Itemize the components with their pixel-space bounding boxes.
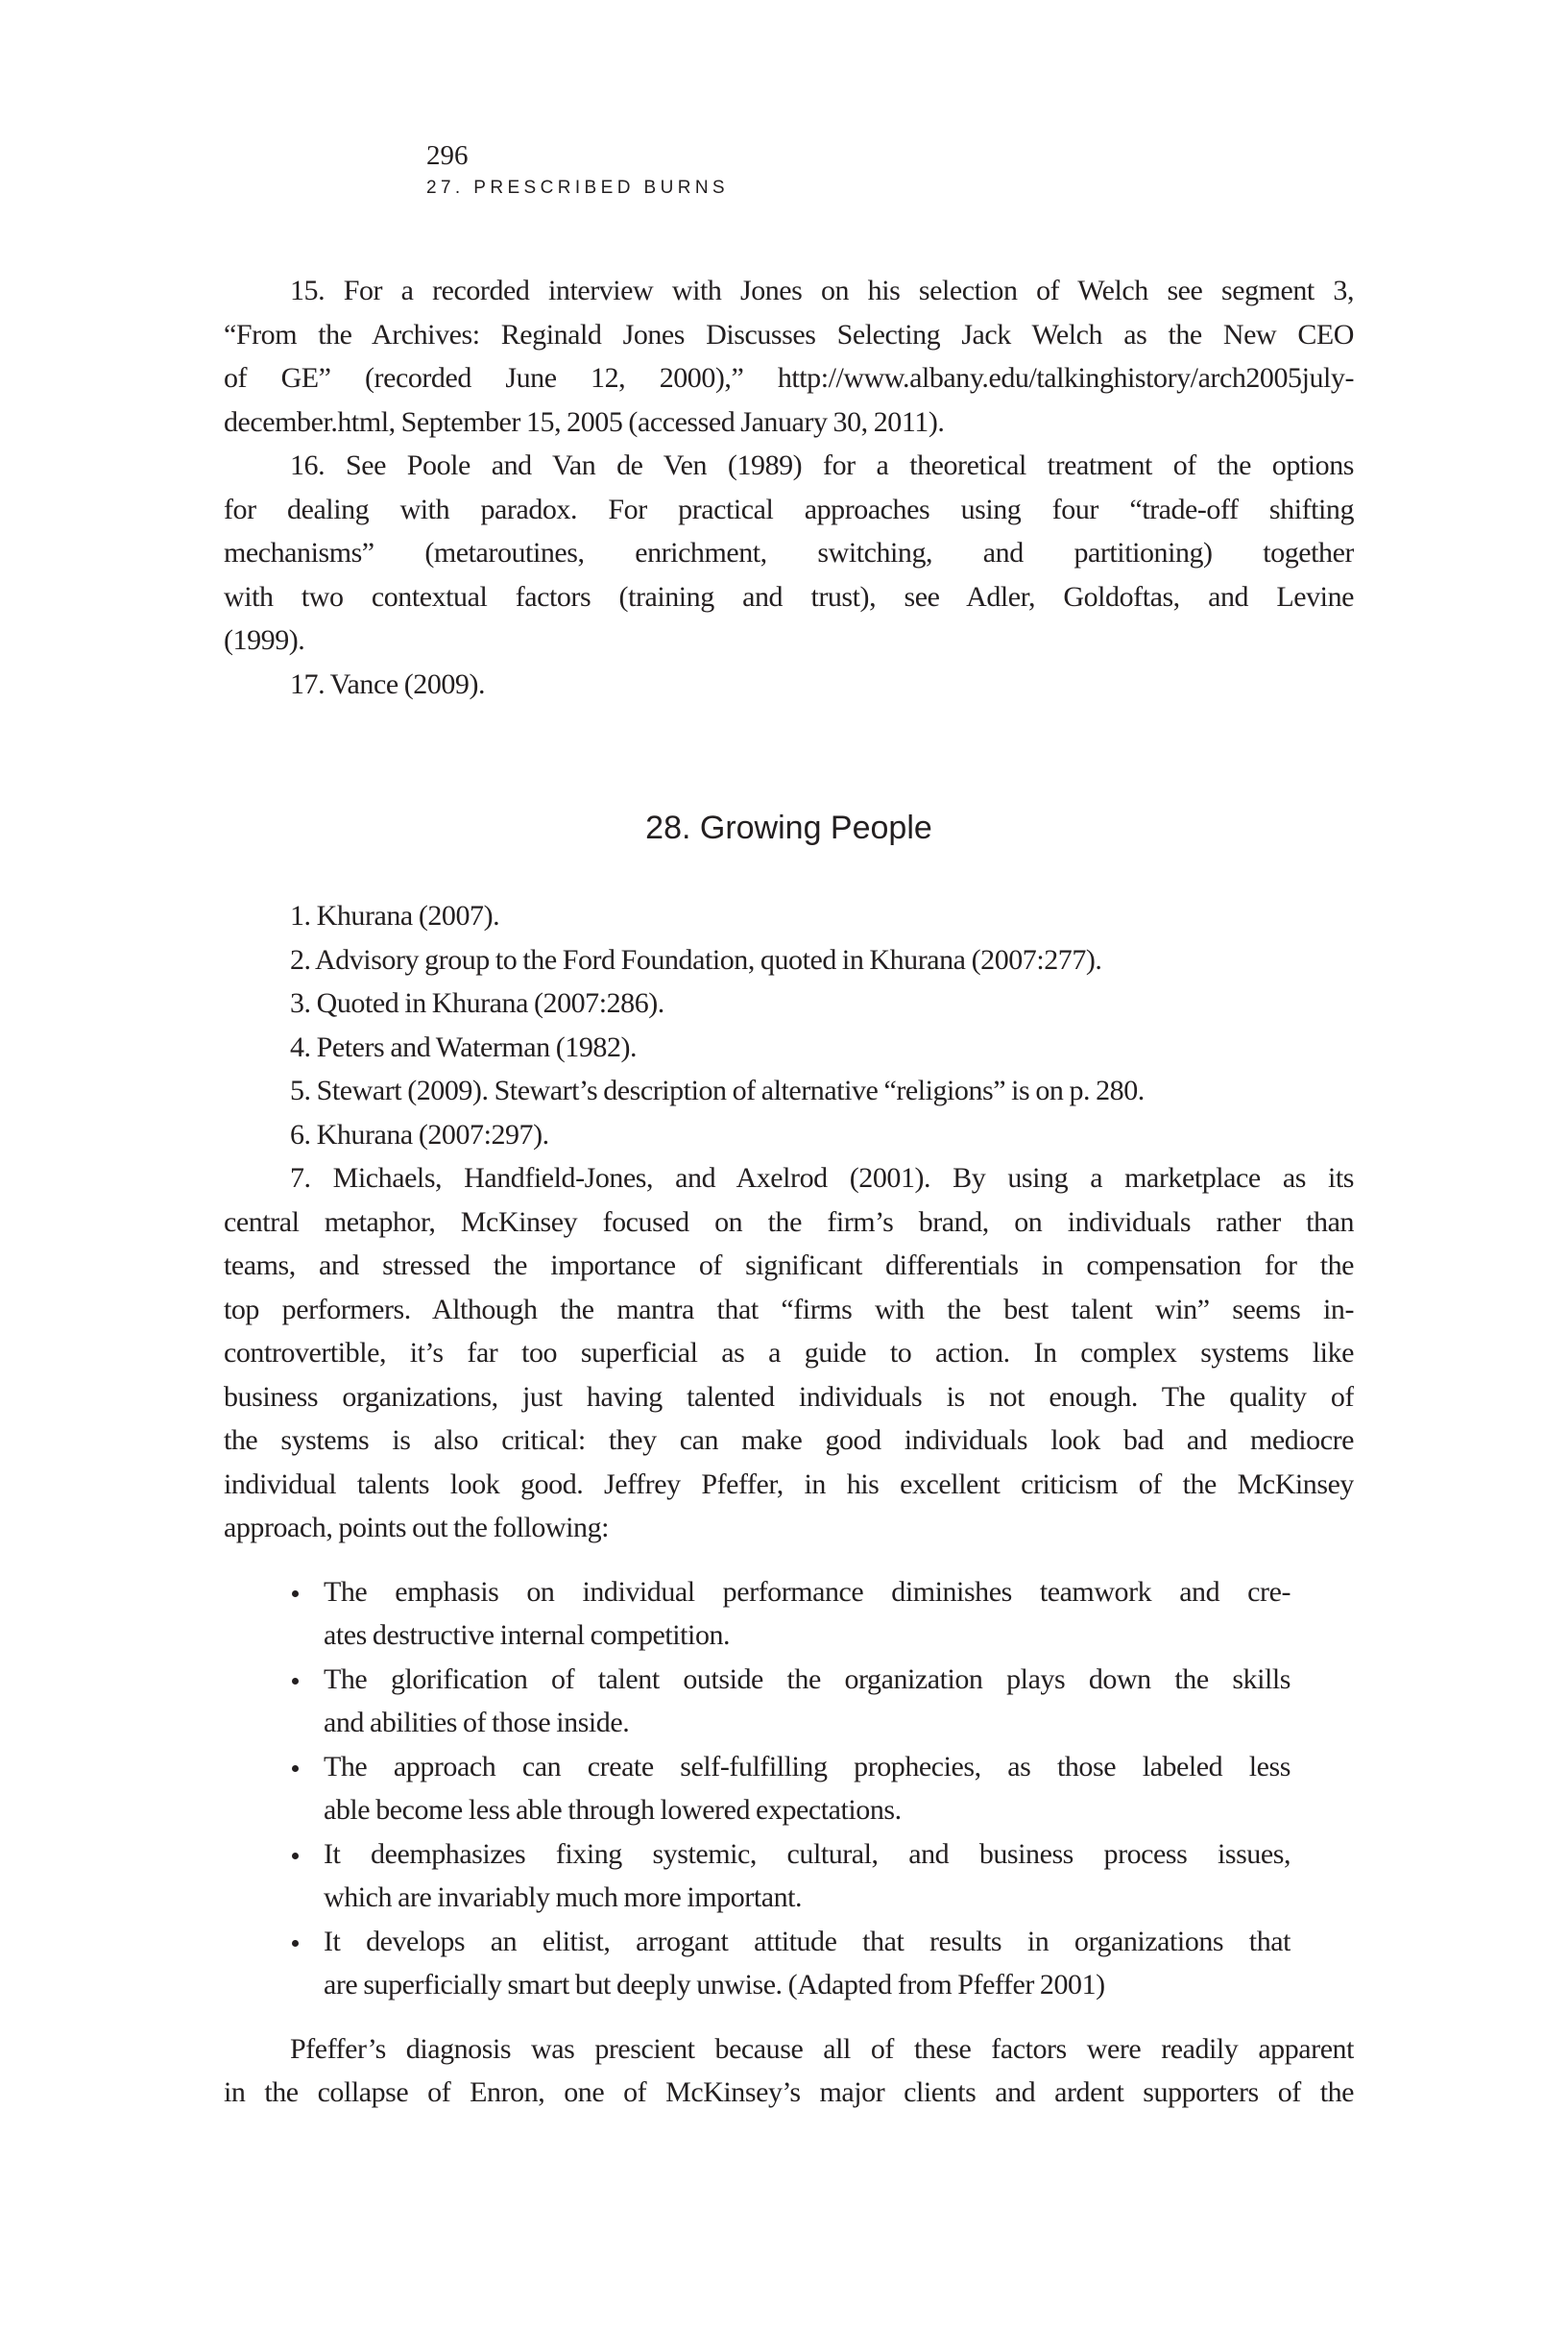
bullet-4-line-2: which are invariably much more important. [324,1881,803,1913]
note-16-line-4: with two contextual factors (training and trust), see Adler, Goldoftas, and Levine [224,581,1354,613]
note-4: 4. Peters and Waterman (1982). [290,1031,638,1063]
bullet-4-line-1: It deemphasizes fixing systemic, cultural, and business process issues, [324,1838,1291,1870]
note-17-line-1: 17. Vance (2009). [290,668,486,700]
note-16-line-1: 16. See Poole and Van de Ven (1989) for a theoretical treatment of the options [290,449,1354,481]
note-16-line-3: mechanisms” (metaroutines, enrichment, switching, and partitioning) together [224,537,1354,569]
note-15-line-2: “From the Archives: Reginald Jones Discusses Selecting Jack Welch as the New CEO [224,319,1354,351]
note-7-line-1: 7. Michaels, Handfield-Jones, and Axelrod (2001). By using a marketplace as its [290,1162,1354,1194]
note-7-line-2: central metaphor, McKinsey focused on the firm’s brand, on individuals rather than [224,1206,1354,1238]
bullet-icon [292,1590,299,1597]
running-head: 27. PRESCRIBED BURNS [426,178,730,198]
bullet-5-line-2: are superficially smart but deeply unwise. (Adapted from Pfeffer 2001) [324,1969,1105,2000]
note-7-line-7: the systems is also critical: they can make good individuals look bad and mediocre [224,1424,1354,1456]
bullet-icon [292,1678,299,1685]
bullet-2-line-1: The glorification of talent outside the organization plays down the skills [324,1663,1291,1695]
note-2: 2. Advisory group to the Ford Foundation, quoted in Khurana (2007:277). [290,944,1102,976]
note-7-line-9: approach, points out the following: [224,1512,610,1543]
bullet-2-line-2: and abilities of those inside. [324,1707,630,1738]
section-heading: 28. Growing People [645,810,932,846]
note-7-line-6: business organizations, just having talented individuals is not enough. The quality of [224,1381,1354,1413]
note-6: 6. Khurana (2007:297). [290,1119,549,1151]
bullet-1-line-2: ates destructive internal competition. [324,1619,731,1651]
note-5: 5. Stewart (2009). Stewart’s description of alternative “religions” is on p. 280. [290,1075,1145,1106]
note-16-line-2: for dealing with paradox. For practical approaches using four “trade-off shifting [224,494,1354,525]
bullet-3-line-2: able become less able through lowered expectations. [324,1794,902,1826]
note-15-line-3[interactable]: of GE” (recorded June 12, 2000),” http://www.albany.edu/talkinghistory/arch2005july- [224,362,1354,394]
note-15-line-4: december.html, September 15, 2005 (accessed January 30, 2011). [224,406,945,438]
closing-paragraph-line-1: Pfeffer’s diagnosis was prescient because all of these factors were readily apparent [290,2033,1354,2065]
bullet-icon [292,1765,299,1772]
note-16-line-5: (1999). [224,624,305,656]
closing-paragraph-line-2: in the collapse of Enron, one of McKinsey’s major clients and ardent supporters of the [224,2076,1354,2108]
note-7-line-5: controvertible, it’s far too superficial as a guide to action. In complex systems like [224,1337,1354,1369]
note-15-line-1: 15. For a recorded interview with Jones on his selection of Welch see segment 3, [290,275,1354,306]
bullet-icon [292,1940,299,1947]
bullet-5-line-1: It develops an elitist, arrogant attitude that results in organizations that [324,1926,1291,1957]
note-7-line-3: teams, and stressed the importance of significant differentials in compensation for the [224,1249,1354,1281]
page-number: 296 [426,140,469,171]
bullet-1-line-1: The emphasis on individual performance diminishes teamwork and cre- [324,1576,1291,1608]
bullet-icon [292,1853,299,1859]
note-1: 1. Khurana (2007). [290,900,500,932]
note-7-line-8: individual talents look good. Jeffrey Pfeffer, in his excellent criticism of the McKinsey [224,1468,1354,1500]
bullet-3-line-1: The approach can create self-fulfilling prophecies, as those labeled less [324,1751,1291,1782]
note-3: 3. Quoted in Khurana (2007:286). [290,987,664,1019]
note-7-line-4: top performers. Although the mantra that “firms with the best talent win” seems in- [224,1294,1354,1325]
